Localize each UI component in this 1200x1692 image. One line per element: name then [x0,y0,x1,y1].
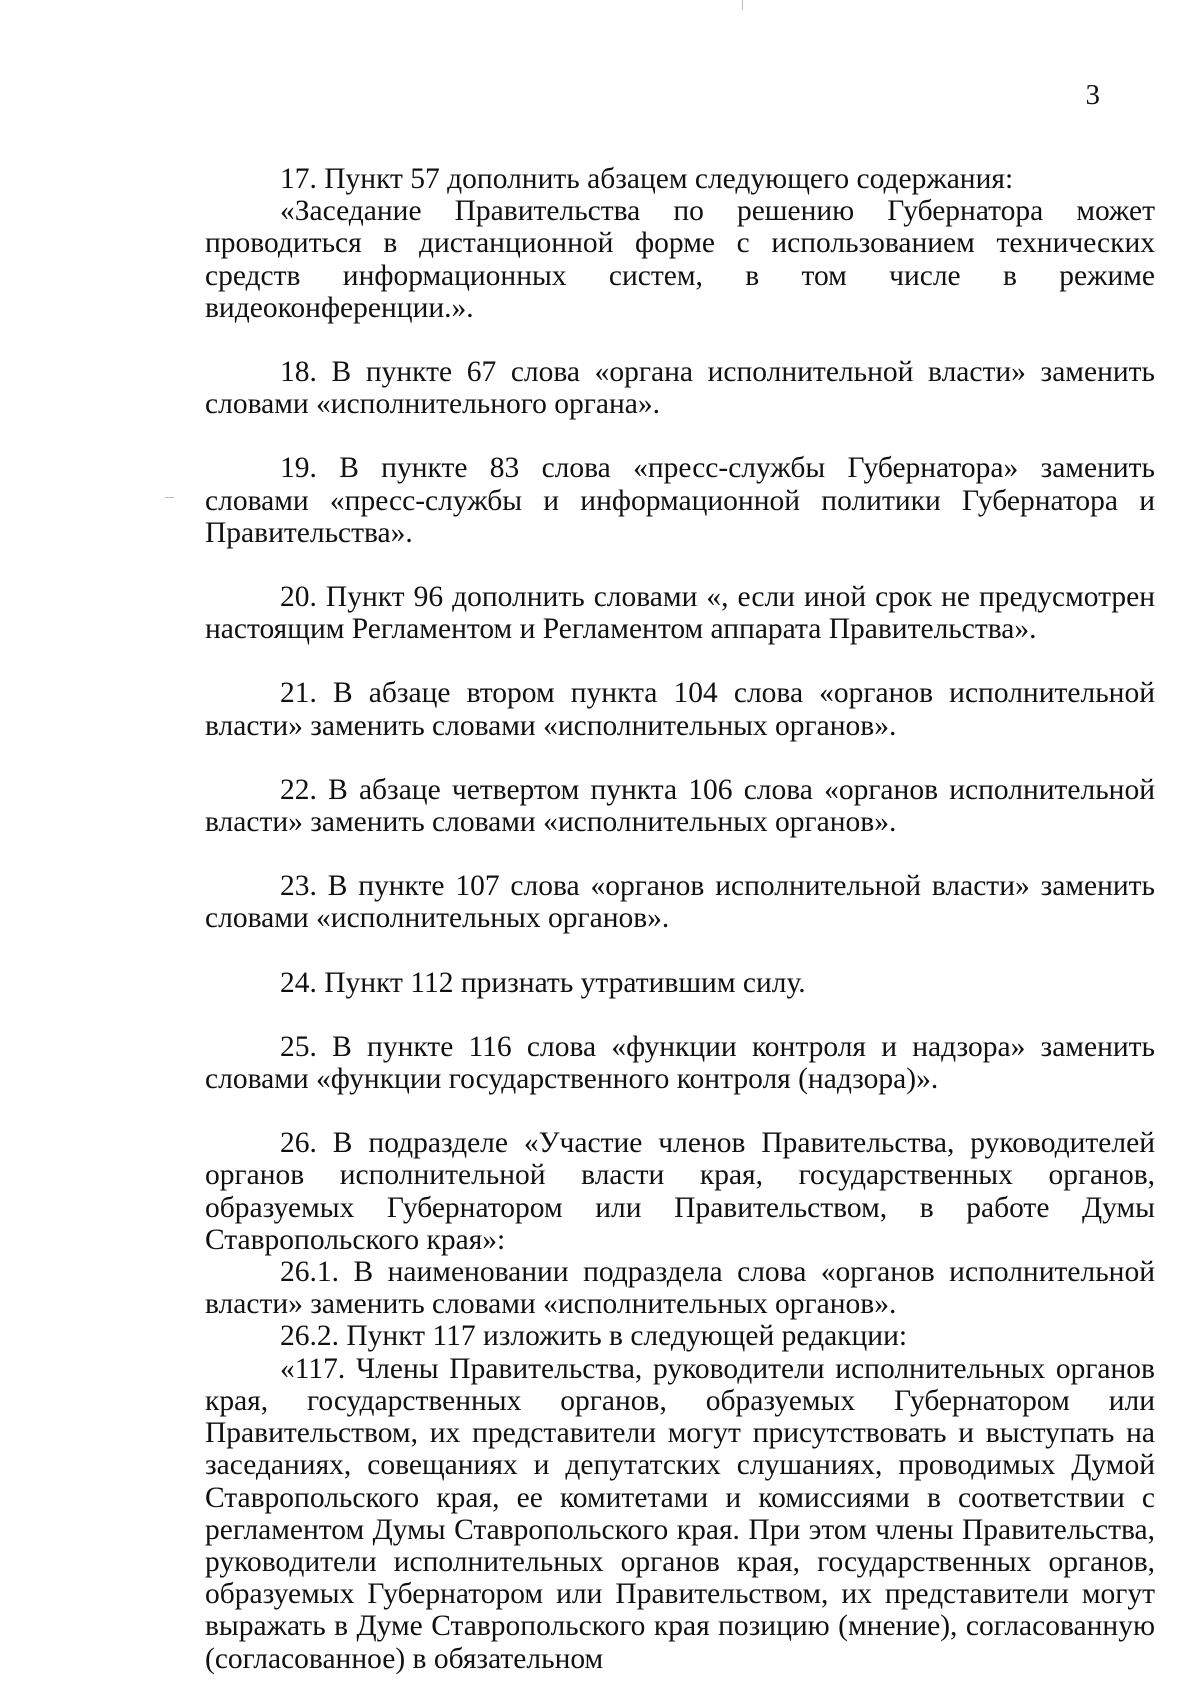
paragraph: 24. Пункт 112 признать утратившим силу. [280,966,806,999]
paragraph: 18. В пункте 67 слова «органа исполнительной власти» заменить словами «исполнительного органа». [205,356,1155,421]
paragraph: 26. В подразделе «Участие членов Правительства, руководителей органов исполнительной власти края, государственных органов, образуемых Губернатором или Правительством, в работе Думы Ставропольского края»: [205,1127,1155,1256]
page-number: 3 [1085,79,1100,111]
document-body [205,163,1155,1675]
paragraph: 25. В пункте 116 слова «функции контроля и надзора» заменить словами «функции государственного контроля (надзора)». [205,1030,1155,1096]
paragraph: «Заседание Правительства по решению Губернатора может проводиться в дистанционной форме с использованием технических средств информационных систем, в том числе в режиме видеоконференции.». [205,195,1155,324]
paragraph: 21. В абзаце втором пункта 104 слова «органов исполнительной власти» заменить словами «исполнительных органов». [205,677,1155,742]
scan-artifact-left [165,497,174,498]
paragraph: 19. В пункте 83 слова «пресс-службы Губернатора» заменить словами «пресс-службы и информационной политики Губернатора и Правительства». [205,452,1155,549]
paragraph: 26.2. Пункт 117 изложить в следующей редакции: [280,1320,908,1353]
paragraph: 20. Пункт 96 дополнить словами «, если иной срок не предусмотрен настоящим Регламентом и Регламентом аппарата Правительства». [205,581,1155,646]
paragraph: 17. Пункт 57 дополнить абзацем следующего содержания: [280,163,1014,195]
scan-artifact-top [742,0,743,10]
paragraph: 26.1. В наименовании подраздела слова «органов исполнительной власти» заменить словами «исполнительных органов». [205,1256,1155,1321]
paragraph: 22. В абзаце четвертом пункта 106 слова «органов исполнительной власти» заменить словами «исполнительных органов». [205,773,1155,839]
paragraph: 23. В пункте 107 слова «органов исполнительной власти» заменить словами «исполнительных органов». [205,870,1155,935]
paragraph: «117. Члены Правительства, руководители исполнительных органов края, государственных органов, образуемых Губернатором или Правительством, их представители могут присутствовать и выступать на заседаниях, совещаниях и депутатских слушаниях, проводимых Думой Ставропольского края, ее комитетами и комиссиями в соответствии с регламентом Думы Ставропольского края. При этом члены Правительства, руководители исполнительных органов края, государственных органов, образуемых Губернатором или Правительством, их представители могут выражать в Думе Ставропольского края позицию (мнение), согласованную (согласованное) в обязательном [205,1352,1155,1675]
